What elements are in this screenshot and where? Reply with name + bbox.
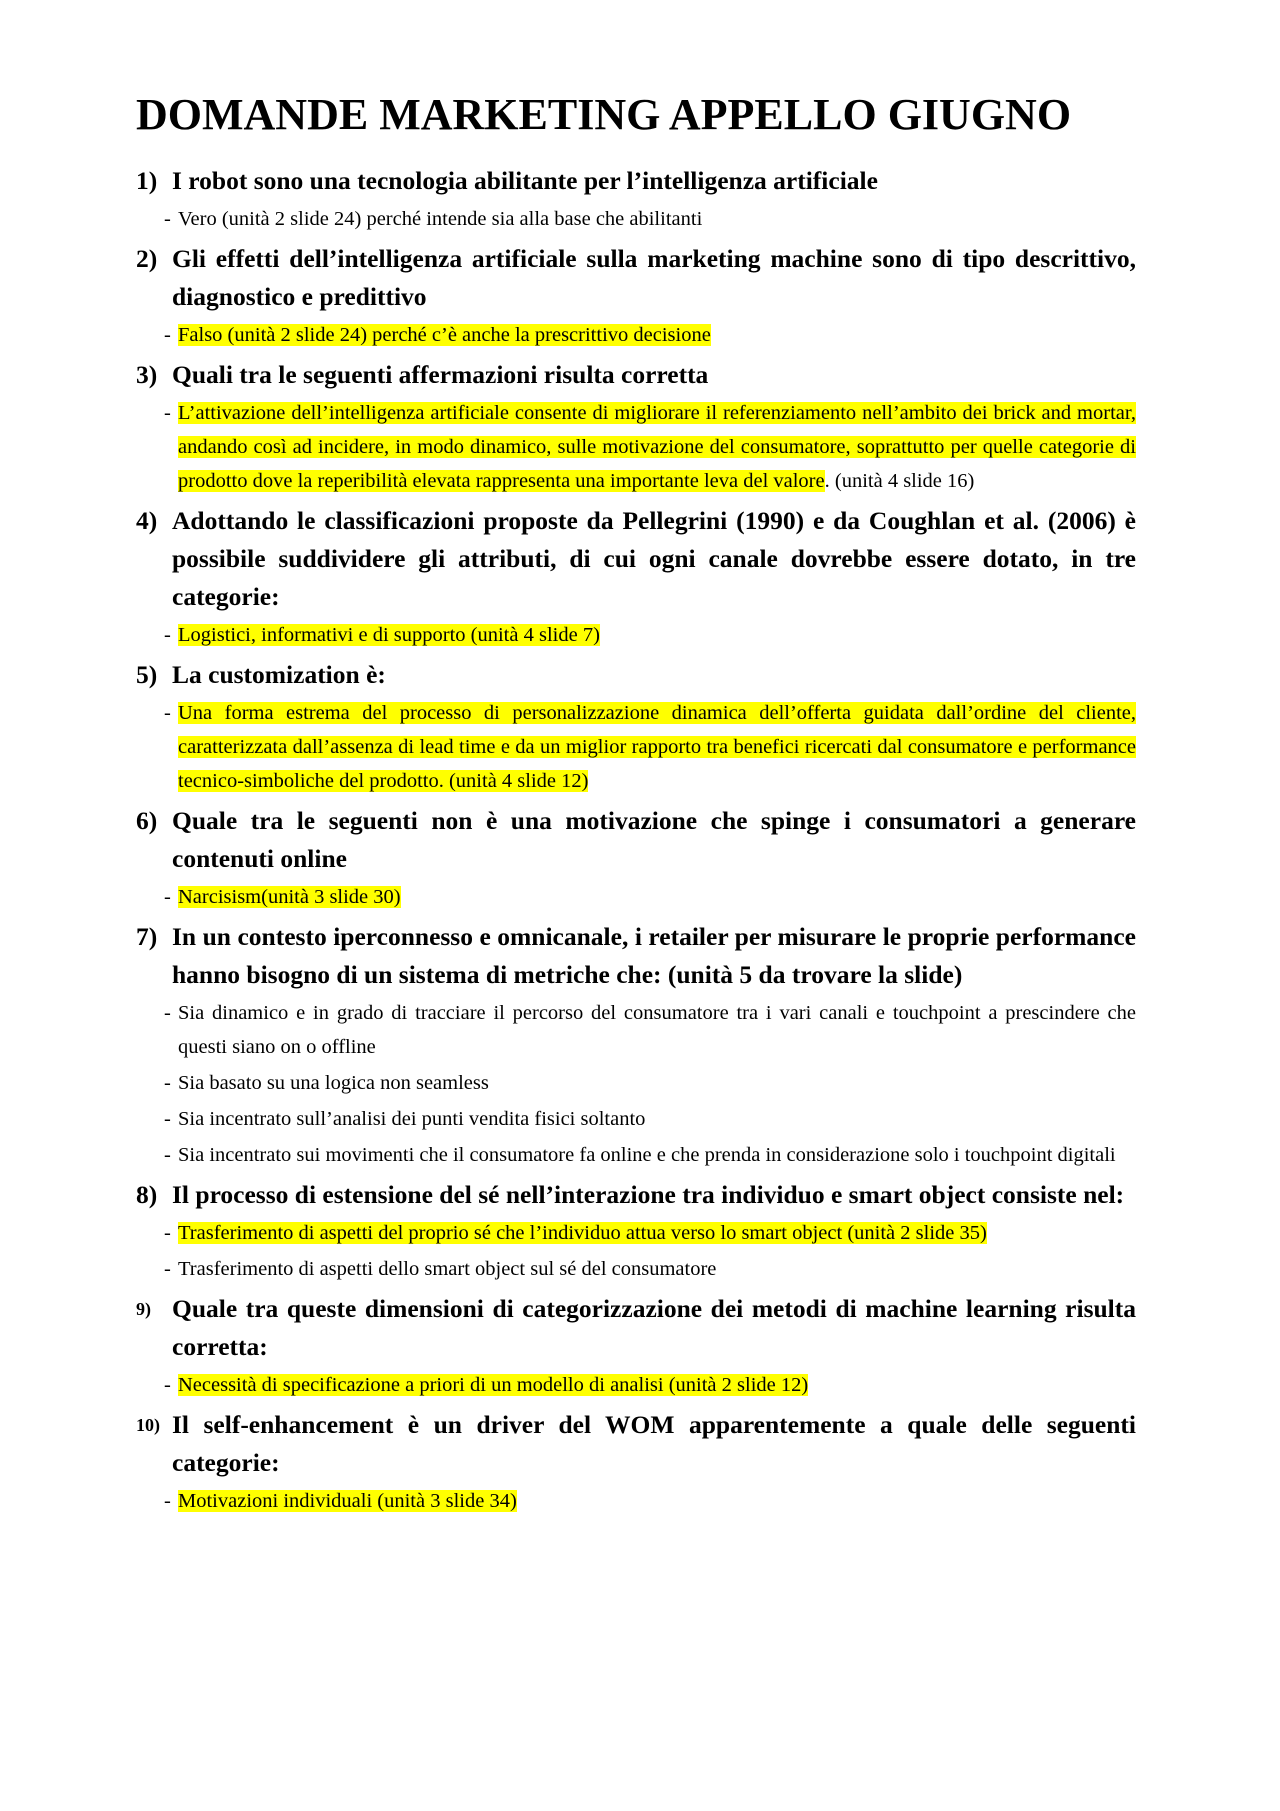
question-number: 8) — [136, 1180, 158, 1209]
answer-text — [172, 1368, 1136, 1402]
question-item — [136, 1406, 1136, 1482]
answer-item — [136, 1066, 1136, 1100]
question-text: In un contesto iperconnesso e omnicanale, i retailer per misurare le proprie performance hanno bisogno di un sistema di metriche che: (unità 5 da trovare la slide) — [172, 922, 1136, 989]
answer-item — [136, 618, 1136, 652]
question-number: 10) — [136, 1415, 160, 1435]
dash-bullet: - — [164, 1002, 171, 1024]
question-text: Il self-enhancement è un driver del WOM apparentemente a quale delle seguenti categorie: — [172, 1410, 1136, 1477]
answer-item — [136, 1484, 1136, 1518]
highlighted-answer: Falso (unità 2 slide 24) perché c’è anche la prescrittivo decisione — [178, 324, 711, 346]
question-text: Quali tra le seguenti affermazioni risulta corretta — [172, 360, 709, 389]
answer-text — [172, 318, 1136, 352]
answer-plain-text: . (unità 4 slide 16) — [824, 470, 975, 492]
dash-bullet: - — [164, 624, 171, 646]
question-text: I robot sono una tecnologia abilitante per l’intelligenza artificiale — [172, 166, 878, 195]
question-number: 9) — [136, 1299, 151, 1319]
answer-text — [172, 1138, 1136, 1172]
question-item — [136, 240, 1136, 316]
dash-bullet: - — [164, 324, 171, 346]
highlighted-answer: Trasferimento di aspetti del proprio sé che l’individuo attua verso lo smart object (unità 2 slide 35) — [178, 1222, 987, 1244]
question-item — [136, 1290, 1136, 1366]
dash-bullet: - — [164, 886, 171, 908]
question-number: 4) — [136, 506, 158, 535]
question-item — [136, 802, 1136, 878]
highlighted-answer: L’attivazione dell’intelligenza artificiale consente di migliorare il referenziamento nell’ambito dei brick and mortar, andando così ad incidere, in modo dinamico, sulle motivazione del consumatore, soprattutto per quelle categorie di prodotto dove la reperibilità elevata rappresenta una importante leva del valore — [178, 402, 1136, 492]
highlighted-answer: Narcisism(unità 3 slide 30) — [178, 886, 401, 908]
question-text: La customization è: — [172, 660, 386, 689]
answer-text — [172, 396, 1136, 498]
answer-text — [172, 1216, 1136, 1250]
highlighted-answer: Una forma estrema del processo di personalizzazione dinamica dell’offerta guidata dall’ordine del cliente, caratterizzata dall’assenza di lead time e da un miglior rapporto tra benefici ricercati dal consumatore e performance tecnico-simboliche del prodotto. (unità 4 slide 12) — [178, 702, 1136, 792]
question-number: 1) — [136, 166, 158, 195]
answer-item — [136, 880, 1136, 914]
highlighted-answer: Necessità di specificazione a priori di un modello di analisi (unità 2 slide 12) — [178, 1374, 809, 1396]
question-text: Gli effetti dell’intelligenza artificiale sulla marketing machine sono di tipo descrittivo, diagnostico e predittivo — [172, 244, 1136, 311]
answer-item — [136, 696, 1136, 798]
question-item — [136, 162, 1136, 200]
answer-plain-text: Sia incentrato sull’analisi dei punti vendita fisici soltanto — [178, 1108, 646, 1130]
answer-text — [172, 1252, 1136, 1286]
document-page — [136, 88, 1136, 1518]
answer-text — [172, 1102, 1136, 1136]
question-item — [136, 656, 1136, 694]
question-item — [136, 356, 1136, 394]
question-text: Il processo di estensione del sé nell’interazione tra individuo e smart object consiste nel: — [172, 1180, 1125, 1209]
question-number: 7) — [136, 922, 158, 951]
answer-text — [172, 880, 1136, 914]
highlighted-answer: Motivazioni individuali (unità 3 slide 34) — [178, 1490, 517, 1512]
dash-bullet: - — [164, 402, 171, 424]
dash-bullet: - — [164, 1374, 171, 1396]
question-number: 6) — [136, 806, 158, 835]
answer-item — [136, 1102, 1136, 1136]
question-text: Adottando le classificazioni proposte da Pellegrini (1990) e da Coughlan et al. (2006) è possibile suddividere gli attributi, di cui ogni canale dovrebbe essere dotato, in tre categorie: — [172, 506, 1136, 611]
answer-text — [172, 1484, 1136, 1518]
answer-item — [136, 318, 1136, 352]
question-number: 3) — [136, 360, 158, 389]
dash-bullet: - — [164, 1222, 171, 1244]
answer-item — [136, 1138, 1136, 1172]
dash-bullet: - — [164, 208, 171, 230]
question-number: 5) — [136, 660, 158, 689]
answer-text — [172, 1066, 1136, 1100]
page-title: DOMANDE MARKETING APPELLO GIUGNO — [136, 90, 1072, 139]
dash-bullet: - — [164, 1490, 171, 1512]
answer-plain-text: Trasferimento di aspetti dello smart object sul sé del consumatore — [178, 1258, 717, 1280]
answer-plain-text: Vero (unità 2 slide 24) perché intende sia alla base che abilitanti — [178, 208, 703, 230]
question-number: 2) — [136, 244, 158, 273]
answer-item — [136, 996, 1136, 1064]
answer-item — [136, 1216, 1136, 1250]
dash-bullet: - — [164, 1108, 171, 1130]
answer-item — [136, 396, 1136, 498]
question-list — [136, 162, 1136, 1518]
answer-item — [136, 1368, 1136, 1402]
dash-bullet: - — [164, 1258, 171, 1280]
answer-text — [172, 696, 1136, 798]
answer-text — [172, 202, 1136, 236]
question-text: Quale tra queste dimensioni di categorizzazione dei metodi di machine learning risulta corretta: — [172, 1294, 1136, 1361]
answer-plain-text: Sia incentrato sui movimenti che il consumatore fa online e che prenda in considerazione solo i touchpoint digitali — [178, 1144, 1116, 1166]
highlighted-answer: Logistici, informativi e di supporto (unità 4 slide 7) — [178, 624, 600, 646]
question-text: Quale tra le seguenti non è una motivazione che spinge i consumatori a generare contenuti online — [172, 806, 1136, 873]
dash-bullet: - — [164, 702, 171, 724]
answer-item — [136, 202, 1136, 236]
question-item — [136, 918, 1136, 994]
answer-item — [136, 1252, 1136, 1286]
dash-bullet: - — [164, 1072, 171, 1094]
answer-text — [172, 996, 1136, 1064]
answer-text — [172, 618, 1136, 652]
answer-plain-text: Sia basato su una logica non seamless — [178, 1072, 489, 1094]
question-item — [136, 1176, 1136, 1214]
question-item — [136, 502, 1136, 616]
dash-bullet: - — [164, 1144, 171, 1166]
answer-plain-text: Sia dinamico e in grado di tracciare il percorso del consumatore tra i vari canali e touchpoint a prescindere che questi siano on o offline — [178, 1002, 1136, 1058]
